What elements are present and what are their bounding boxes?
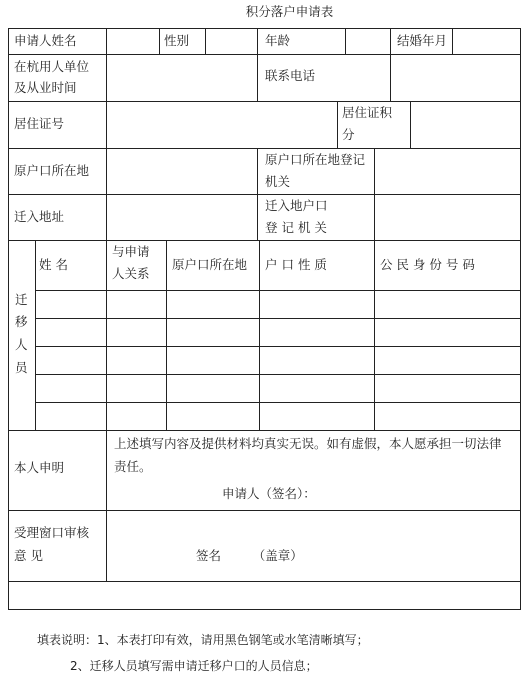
move-in-address-input[interactable] [109,197,254,238]
declaration-text-line2: 责任。 [114,459,152,474]
notes-line2: 2、迁移人员填写需申请迁移户口的人员信息； [70,659,318,673]
applicant-name-input[interactable] [109,31,157,51]
form-title: 积分落户申请表 [245,4,334,19]
marriage-date-label: 结婚年月 [397,33,448,48]
contact-phone-label: 联系电话 [265,68,316,83]
move-in-address-label: 迁入地址 [14,209,65,224]
migrants-side-label-4: 员 [15,360,28,375]
original-hukou-label: 原户口所在地 [14,163,90,178]
migrant-row-1[interactable] [36,291,521,318]
migrants-side-label-2: 移 [15,314,28,329]
move-in-office-label-line1: 迁入地户口 [265,198,328,213]
employer-label-line2: 及从业时间 [14,80,77,95]
move-in-office-label-line2: 登 记 机 关 [265,220,327,235]
migrants-col-hukou-nature: 户 口 性 质 [265,257,327,272]
migrants-col-name: 姓 名 [39,257,68,272]
employer-input[interactable] [109,57,254,99]
declaration-text-line1: 上述填写内容及提供材料均真实无误。如有虚假，本人愿承担一切法律 [114,436,502,451]
migrants-side-label-1: 迁 [15,292,28,307]
migrants-col-relation-line1: 与申请 [112,244,150,259]
residence-points-label-line2: 分 [342,127,355,142]
migrant-row-4[interactable] [36,375,521,402]
blank-row[interactable] [10,583,518,607]
orig-reg-office-label-line1: 原户口所在地登记 [265,152,366,167]
applicant-name-label: 申请人姓名 [14,33,77,48]
review-label-line2: 意 见 [14,548,43,563]
age-input[interactable] [348,31,388,51]
application-form-table [8,28,521,610]
original-hukou-input[interactable] [109,151,254,192]
residence-points-input[interactable] [413,104,517,146]
orig-reg-office-input[interactable] [377,151,517,192]
move-in-office-input[interactable] [377,197,517,238]
migrants-col-orig-hukou: 原户口所在地 [172,257,248,272]
migrant-row-2[interactable] [36,319,521,346]
marriage-date-input[interactable] [455,31,517,51]
declaration-label: 本人申明 [14,460,65,475]
age-label: 年龄 [265,33,291,48]
migrants-side-label-3: 人 [15,337,28,352]
notes-line1: 填表说明：1、本表打印有效，请用黑色钢笔或水笔清晰填写； [37,633,369,647]
orig-reg-office-label-line2: 机关 [265,174,291,189]
review-signature-label: 签名 （盖章） [196,548,303,563]
applicant-signature-label: 申请人（签名）： [222,486,316,501]
gender-input[interactable] [208,31,255,51]
migrant-row-5[interactable] [36,403,521,430]
migrants-col-relation-line2: 人关系 [112,266,150,281]
migrant-row-3[interactable] [36,347,521,374]
gender-label: 性别 [164,33,190,48]
contact-phone-input[interactable] [393,57,517,99]
review-opinion-area[interactable] [109,513,517,579]
residence-permit-input[interactable] [109,104,334,146]
residence-permit-label: 居住证号 [14,116,65,131]
residence-points-label-line1: 居住证积 [342,105,393,120]
migrants-col-id-number: 公 民 身 份 号 码 [380,257,475,272]
employer-label-line1: 在杭用人单位 [14,59,90,74]
review-label-line1: 受理窗口审核 [14,525,90,540]
